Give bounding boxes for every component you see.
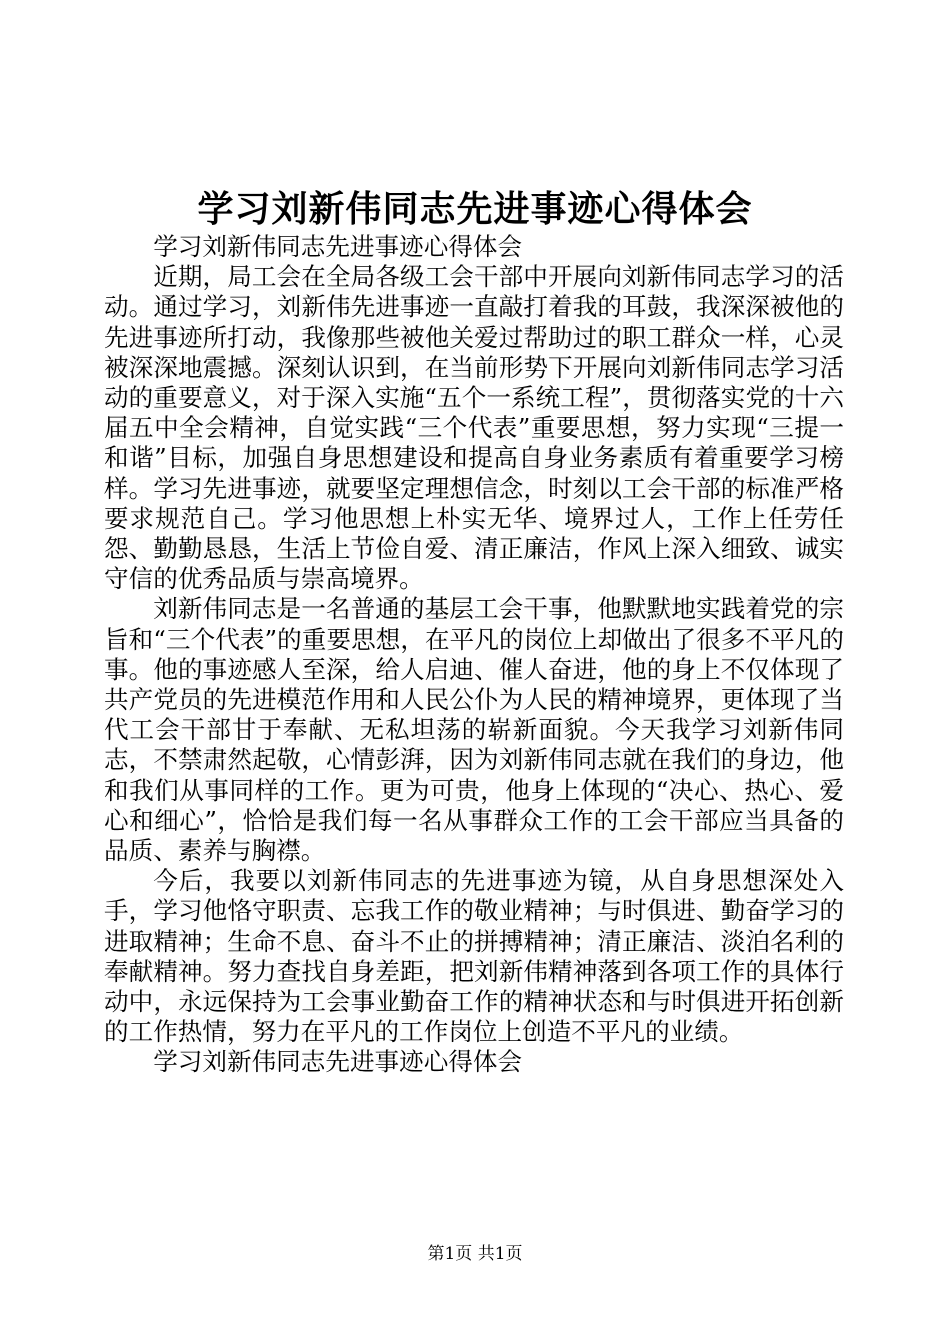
- body-paragraph: 近期，局工会在全局各级工会干部中开展向刘新伟同志学习的活动。通过学习，刘新伟先进事迹一直敲打着我的耳鼓，我深深被他的先进事迹所打动，我像那些被他关爱过帮助过的职工群众一样，心灵被深深地震撼。深刻认识到，在当前形势下开展向刘新伟同志学习活动的重要意义，对于深入实施“五个一系统工程”，贯彻落实党的十六届五中全会精神，自觉实践“三个代表”重要思想，努力实现“三提一和谐”目标，加强自身思想建设和提高自身业务素质有着重要学习榜样。学习先进事迹，就要坚定理想信念，时刻以工会干部的标准严格要求规范自己。学习他思想上朴实无华、境界过人，工作上任劳任怨、勤勤恳恳，生活上节俭自爱、清正廉洁，作风上深入细致、诚实守信的优秀品质与崇高境界。: [104, 262, 844, 594]
- document-body: [104, 232, 844, 1078]
- page-number-footer: 第1页 共1页: [427, 1244, 523, 1264]
- body-paragraph: 今后，我要以刘新伟同志的先进事迹为镜，从自身思想深处入手，学习他恪守职责、忘我工作的敬业精神；与时俱进、勤奋学习的进取精神；生命不息、奋斗不止的拼搏精神；清正廉洁、淡泊名利的奉献精神。努力查找自身差距，把刘新伟精神落到各项工作的具体行动中，永远保持为工会事业勤奋工作的精神状态和与时俱进开拓创新的工作热情，努力在平凡的工作岗位上创造不平凡的业绩。: [104, 866, 844, 1047]
- body-paragraph: 刘新伟同志是一名普通的基层工会干事，他默默地实践着党的宗旨和“三个代表”的重要思想，在平凡的岗位上却做出了很多不平凡的事。他的事迹感人至深，给人启迪、催人奋进，他的身上不仅体现了共产党员的先进模范作用和人民公仆为人民的精神境界，更体现了当代工会干部甘于奉献、无私坦荡的崭新面貌。今天我学习刘新伟同志，不禁肃然起敬，心情彭湃，因为刘新伟同志就在我们的身边，他和我们从事同样的工作。更为可贵，他身上体现的“决心、热心、爱心和细心”，恰恰是我们每一名从事群众工作的工会干部应当具备的品质、素养与胸襟。: [104, 594, 844, 866]
- document-title: 学习刘新伟同志先进事迹心得体会: [197, 188, 753, 230]
- subtitle-paragraph: 学习刘新伟同志先进事迹心得体会: [153, 232, 523, 261]
- closing-paragraph: 学习刘新伟同志先进事迹心得体会: [153, 1047, 523, 1077]
